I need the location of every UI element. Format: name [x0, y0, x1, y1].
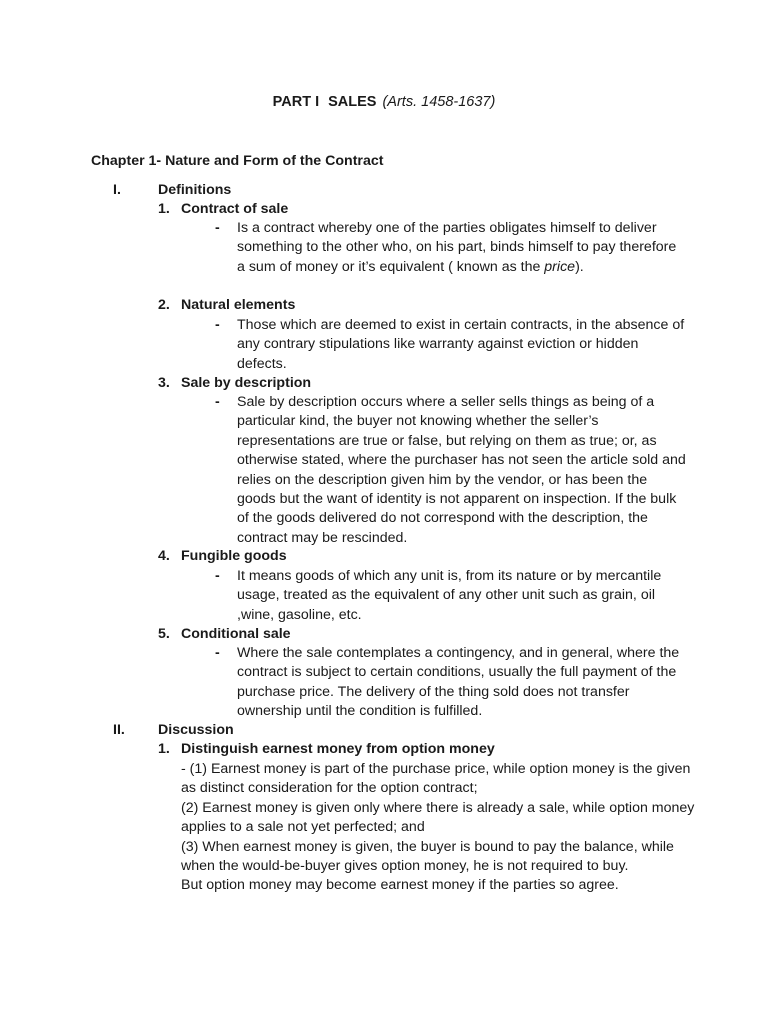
item-number: 4. — [158, 548, 170, 564]
definition-heading-fungible-goods — [158, 547, 287, 566]
item-number: 2. — [158, 297, 170, 313]
item-number: 1. — [158, 741, 170, 757]
item-label: Sale by description — [181, 375, 312, 391]
item-label: Distinguish earnest money from option money — [181, 741, 495, 757]
definition-text-conditional-sale: Where the sale contemplates a contingency, and in general, where the contract is subject to certain conditions, usually the full payment of the purchase price. The delivery of the thing sold does not transfer ownership until the condition is fulfilled. — [237, 645, 680, 720]
definition-heading-conditional-sale — [158, 625, 291, 644]
item-label: Fungible goods — [181, 548, 287, 564]
title-part: PART I — [272, 94, 320, 110]
section-title: Discussion — [158, 722, 234, 738]
bullet-dash: - — [215, 645, 220, 661]
definition-text-fungible-goods: It means goods of which any unit is, from its nature or by mercantile usage, treated as the equivalent of any other unit such as grain, oil ,wine, gasoline, etc. — [237, 568, 662, 623]
page-title — [0, 93, 768, 112]
section-title: Definitions — [158, 182, 232, 198]
item-label: Natural elements — [181, 297, 296, 313]
definition-text-sale-by-description: Sale by description occurs where a seller sells things as being of a particular kind, the buyer not knowing whether the seller’s representations are true or false, but relying on them as true; or, as otherwise stated, where the purchaser has not seen the article sold and relies on the description given him by the vendor, or has been the goods but the want of identity is not apparent on inspection. If the bulk of the goods delivered do not correspond with the description, the contract may be rescinded. — [237, 394, 686, 546]
section-numeral: I. — [113, 182, 121, 198]
discussion-body — [181, 760, 701, 896]
title-sales: SALES — [328, 94, 377, 110]
chapter-heading: Chapter 1- Nature and Form of the Contract — [91, 153, 384, 169]
definition-heading-contract-of-sale — [158, 200, 288, 219]
bullet-dash: - — [215, 317, 220, 333]
section-numeral: II. — [113, 722, 125, 738]
bullet-dash: - — [215, 568, 220, 584]
item-label: Conditional sale — [181, 626, 291, 642]
discussion-paragraph: (3) When earnest money is given, the buyer is bound to pay the balance, while when the would-be-buyer gives option money, he is not required to buy. — [181, 838, 674, 875]
item-number: 1. — [158, 201, 170, 217]
text-part: Is a contract whereby one of the parties obligates himself to deliver something to the other who, on his part, binds himself to pay therefore a sum of money or it’s equivalent ( known as the — [237, 220, 677, 275]
definition-text-natural-elements: Those which are deemed to exist in certain contracts, in the absence of any contrary stipulations like warranty against eviction or hidden defects. — [237, 317, 685, 372]
bullet-dash: - — [215, 220, 220, 236]
item-number: 5. — [158, 626, 170, 642]
text-price-italic: price — [544, 258, 576, 275]
discussion-paragraph: (2) Earnest money is given only where there is already a sale, while option money applies to a sale not yet perfected; and — [181, 799, 695, 836]
discussion-heading-earnest-vs-option — [158, 740, 495, 759]
text-part: ). — [575, 258, 584, 275]
item-number: 3. — [158, 375, 170, 391]
bullet-dash: - — [215, 394, 220, 410]
title-articles: (Arts. 1458-1637) — [382, 94, 496, 110]
definition-heading-natural-elements — [158, 296, 295, 315]
definition-heading-sale-by-description — [158, 374, 311, 393]
item-label: Contract of sale — [181, 201, 289, 217]
discussion-paragraph: - (1) Earnest money is part of the purchase price, while option money is the given as distinct consideration for the option contract; — [181, 761, 691, 797]
discussion-paragraph: But option money may become earnest money if the parties so agree. — [181, 877, 619, 894]
definition-text-contract-of-sale — [237, 219, 687, 277]
